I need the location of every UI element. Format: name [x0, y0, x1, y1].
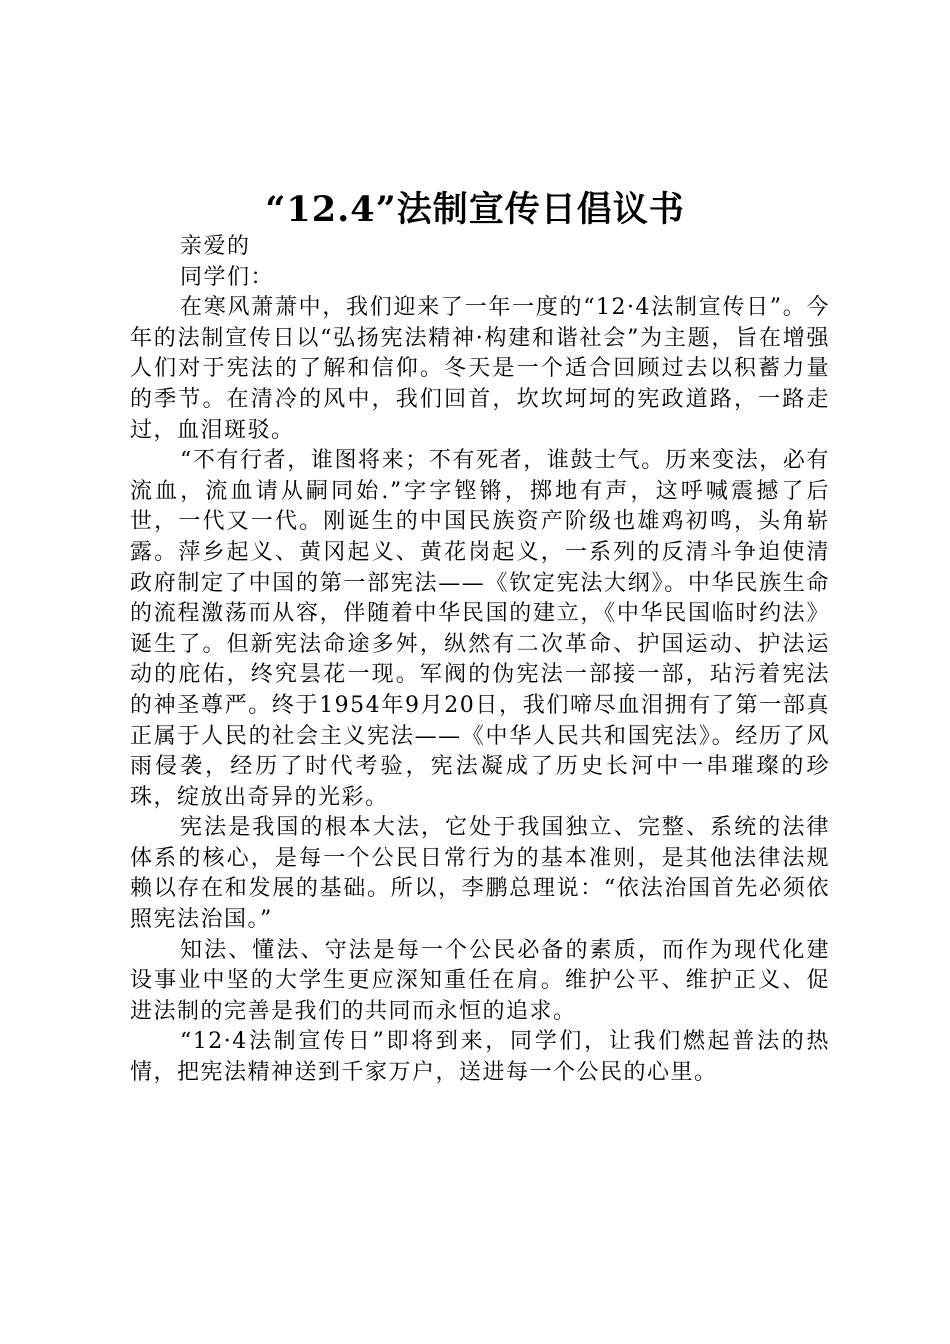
paragraph-1: 在寒风萧萧中，我们迎来了一年一度的“12·4法制宣传日”。今年的法制宣传日以“弘扬宪法精神·构建和谐社会”为主题，旨在增强人们对于宪法的了解和信仰。冬天是一个适合回顾过去以积蓄力量的季节。在清冷的风中，我们回首，坎坎坷坷的宪政道路，一路走过，血泪斑驳。: [130, 295, 830, 443]
greeting-line-1: 亲爱的: [180, 234, 251, 259]
paragraph-2: “不有行者，谁图将来；不有死者，谁鼓士气。历来变法，必有流血，流血请从嗣同始.”字字铿锵，掷地有声，这呼喊震撼了后世，一代又一代。刚诞生的中国民族资产阶级也雄鸡初鸣，头角崭露。萍乡起义、黄冈起义、黄花岗起义，一系列的反清斗争迫使清政府制定了中国的第一部宪法——《钦定宪法大纲》。中华民族生命的流程激荡而从容，伴随着中华民国的建立，《中华民国临时约法》诞生了。但新宪法命途多舛，纵然有二次革命、护国运动、护法运动的庇佑，终究昙花一现。军阀的伪宪法一部接一部，玷污着宪法的神圣尊严。终于1954年9月20日，我们啼尽血泪拥有了第一部真正属于人民的社会主义宪法——《中华人民共和国宪法》。经历了风雨侵袭，经历了时代考验，宪法凝成了历史长河中一串璀璨的珍珠，绽放出奇异的光彩。: [130, 448, 830, 810]
document-title: “12.4”法制宣传日倡议书: [265, 189, 685, 230]
greeting-line-2: 同学们：: [180, 264, 275, 290]
paragraph-5: “12·4法制宣传日”即将到来，同学们，让我们燃起普法的热情，把宪法精神送到千家万户，送进每一个公民的心里。: [130, 1029, 830, 1086]
paragraph-4: 知法、懂法、守法是每一个公民必备的素质，而作为现代化建设事业中坚的大学生更应深知重任在肩。维护公平、维护正义、促进法制的完善是我们的共同而永恒的追求。: [130, 937, 830, 1024]
paragraph-3: 宪法是我国的根本大法，它处于我国独立、完整、系统的法律体系的核心，是每一个公民日常行为的基本准则，是其他法律法规赖以存在和发展的基础。所以，李鹏总理说：“依法治国首先必须依照宪法治国。”: [130, 815, 830, 933]
document-body: [130, 232, 830, 1089]
